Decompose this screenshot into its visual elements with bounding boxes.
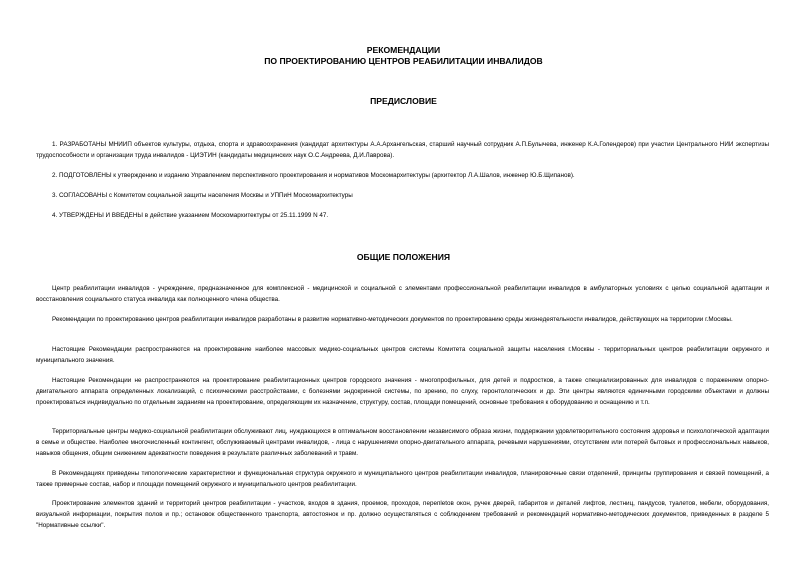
general-paragraph: Настоящие Рекомендации не распространяются на проектирование реабилитационных центров городского значения - многопрофильных, для детей и подростков, а также специализированных для инвалидов с поражением опорно-двигательного аппарата определенных локализаций, с психическими расстройствами, с болезнями эндокринной системы, по зрению, по слуху, геронтологических и др. Эти центры являются единичными городскими объектами и должны проектироваться индивидуально по отдельным заданиям на проектирование, определяющим их назначение, структуру, состав, площади помещений, основные требования к оборудованию и оснащению и т.п. bbox=[36, 377, 769, 406]
document-title-line1: РЕКОМЕНДАЦИИ bbox=[366, 45, 441, 55]
general-paragraph: Центр реабилитации инвалидов - учреждение, предназначенное для комплексной - медицинской и социальной с элементами профессиональной реабилитации инвалидов в амбулаторных условиях с целью социальной адаптации и восстановления социального статуса инвалида как полноценного члена общества. bbox=[36, 285, 769, 303]
foreword-paragraph: 4. УТВЕРЖДЕНЫ И ВВЕДЕНЫ в действие указанием Москомархитектуры от 25.11.1999 N 47. bbox=[52, 212, 329, 219]
foreword-heading: ПРЕДИСЛОВИЕ bbox=[370, 96, 437, 106]
general-provisions-heading: ОБЩИЕ ПОЛОЖЕНИЯ bbox=[356, 252, 451, 262]
general-paragraph: В Рекомендациях приведены типологические характеристики и функциональная структура окружного и муниципального центров реабилитации инвалидов, планировочные связи отделений, принципы группирования и связей помещений, а также примерные состав, набор и площади помещений окружного и муниципального центров реабилитации. bbox=[36, 470, 769, 488]
foreword-paragraph: 1. РАЗРАБОТАНЫ МНИИП объектов культуры, отдыха, спорта и здравоохранения (кандидат архитектуры А.А.Архангельская, старший научный сотрудник А.П.Булычева, инженер К.А.Голендеров) при участии Центрального НИИ экспертизы трудоспособности и организации труда инвалидов - ЦИЭТИН (кандидаты медицинских наук О.С.Андреева, Д.И.Лаврова). bbox=[36, 141, 769, 159]
document-title-line2: ПО ПРОЕКТИРОВАНИЮ ЦЕНТРОВ РЕАБИЛИТАЦИИ ИНВАЛИДОВ bbox=[264, 56, 543, 66]
foreword-paragraph: 2. ПОДГОТОВЛЕНЫ к утверждению и изданию Управлением перспективного проектирования и нормативов Москомархитектуры (архитектор Л.А.Шалов, инженер Ю.Б.Щипанов). bbox=[52, 172, 575, 179]
general-paragraph: Территориальные центры медико-социальной реабилитации обслуживают лиц, нуждающихся в оптимальном восстановлении независимого образа жизни, поддержании удовлетворительного состояния здоровья и психологической адаптации в семье и обществе. Наиболее многочисленный контингент, обслуживаемый центрами инвалидов, - лица с нарушениями опорно-двигательного аппарата, речевыми нарушениями, отсутствием или потерей бытовых и профессиональных навыков, навыков общения, общим снижением адекватности поведения в результате различных заболеваний и травм. bbox=[36, 428, 769, 457]
general-paragraph: Настоящие Рекомендации распространяются на проектирование наиболее массовых медико-социальных центров системы Комитета социальной защиты населения г.Москвы - территориальных центров реабилитации окружного и муниципального значения. bbox=[36, 346, 769, 364]
general-paragraph: Проектирование элементов зданий и территорий центров реабилитации - участков, входов в здания, проемов, проходов, перепletов окон, ручек дверей, габаритов и деталей лифтов, лестниц, пандусов, туалетов, мебели, оборудования, визуальной информации, покрытия полов и пр.; остановок общественного транспорта, автостоянок и пр. должно осуществляться с соблюдением требований и рекомендаций нормативно-методических документов, приведенных в разделе 5 "Нормативные ссылки". bbox=[36, 500, 769, 529]
foreword-paragraph: 3. СОГЛАСОВАНЫ с Комитетом социальной защиты населения Москвы и УППиН Москомархитектуры bbox=[52, 192, 353, 199]
general-paragraph: Рекомендации по проектированию центров реабилитации инвалидов разработаны в развитие нормативно-методических документов по проектированию среды жизнедеятельности инвалидов, действующих на территории г.Москвы. bbox=[52, 316, 733, 323]
